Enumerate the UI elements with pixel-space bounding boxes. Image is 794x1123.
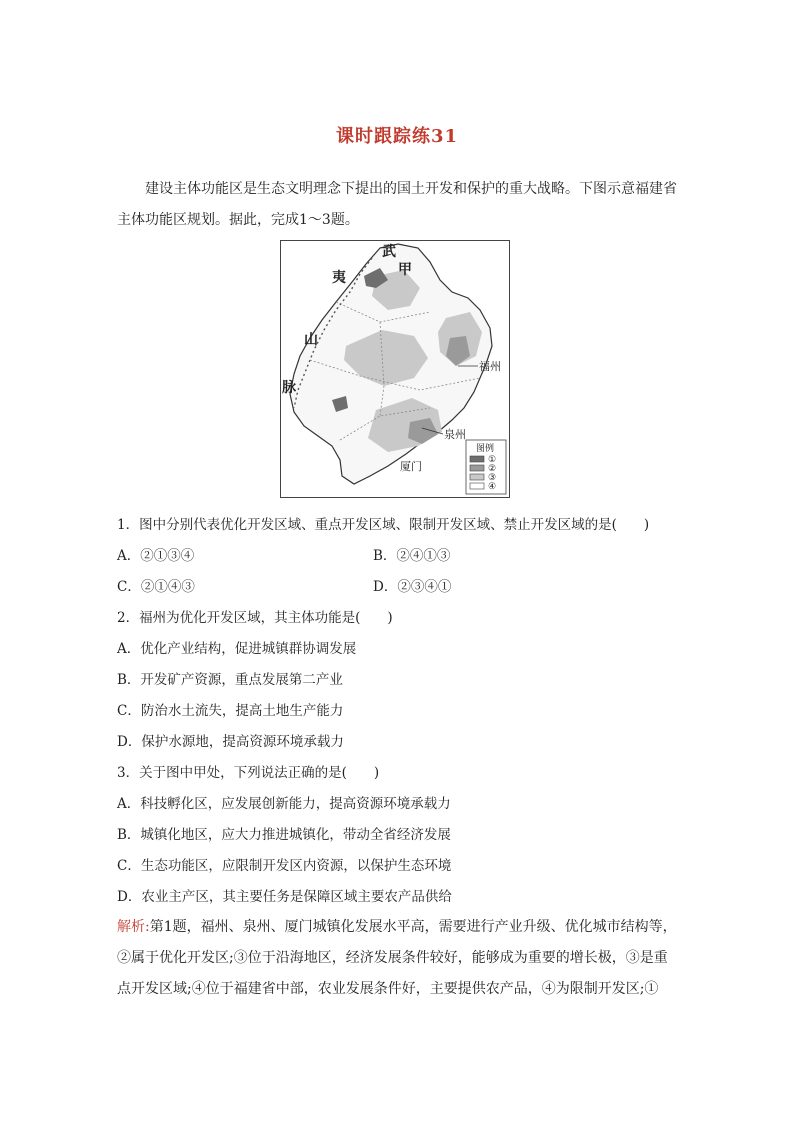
q1-option-a: A．②①③④ [117, 548, 195, 564]
legend-swatch-4 [470, 483, 484, 489]
q2-option-c: C．防治水土流失，提高土地生产能力 [117, 703, 344, 719]
legend-label-1: ① [488, 455, 497, 465]
analysis-paragraph [117, 912, 679, 1005]
q1-option-b: B．②④①③ [373, 548, 451, 564]
q1-option-d: D．②③④① [373, 579, 452, 595]
city-xiamen: 厦门 [400, 460, 422, 473]
jia-label: 甲 [398, 262, 412, 278]
fujian-map-figure [280, 240, 510, 498]
legend-label-3: ③ [488, 473, 497, 483]
page-title: 课时跟踪练31 [335, 126, 459, 147]
mountain-char-wu: 武 [382, 244, 396, 260]
city-fuzhou: 福州 [479, 360, 501, 373]
mountain-char-yi: 夷 [332, 270, 346, 286]
q3-option-a: A．科技孵化区，应发展创新能力，提高资源环境承载力 [117, 796, 451, 812]
q2-stem: 2．福州为优化开发区域，其主体功能是( ) [117, 610, 393, 626]
mountain-char-shan: 山 [304, 332, 318, 348]
legend-label-4: ④ [488, 482, 497, 492]
q1-option-c: C．②①④③ [117, 579, 195, 595]
mountain-char-mai: 脉 [282, 380, 296, 396]
q3-stem: 3．关于图中甲处，下列说法正确的是( ) [117, 765, 380, 781]
legend-title: 图例 [476, 444, 495, 454]
q2-option-a: A．优化产业结构，促进城镇群协调发展 [117, 641, 357, 657]
fujian-map-svg [280, 240, 510, 498]
q3-option-b: B．城镇化地区，应大力推进城镇化，带动全省经济发展 [117, 827, 451, 843]
analysis-label: 解析: [117, 919, 150, 935]
city-quanzhou: 泉州 [444, 428, 466, 441]
q3-option-c: C．生态功能区，应限制开发区内资源，以保护生态环境 [117, 858, 452, 874]
legend-label-2: ② [488, 464, 497, 474]
legend-swatch-2 [470, 465, 484, 471]
q3-option-d: D．农业主产区，其主要任务是保障区域主要农产品供给 [117, 889, 452, 905]
q2-option-d: D．保护水源地，提高资源环境承载力 [117, 734, 344, 750]
legend-swatch-3 [470, 474, 484, 480]
analysis-text: 第1题，福州、泉州、厦门城镇化发展水平高，需要进行产业升级、优化城市结构等，②属于优化开发区;③位于沿海地区，经济发展条件较好，能够成为重要的增长极，③是重点开发区域;④位于福建省中部，农业发展条件好，主要提供农产品，④为限制开发区;① [117, 919, 677, 997]
q1-stem: 1．图中分别代表优化开发区域、重点开发区域、限制开发区域、禁止开发区域的是( ) [117, 517, 650, 533]
q2-option-b: B．开发矿产资源，重点发展第二产业 [117, 672, 343, 688]
legend-swatch-1 [470, 456, 484, 462]
intro-paragraph: 建设主体功能区是生态文明理念下提出的国土开发和保护的重大战略。下图示意福建省主体功能区规划。据此，完成1～3题。 [117, 181, 677, 228]
